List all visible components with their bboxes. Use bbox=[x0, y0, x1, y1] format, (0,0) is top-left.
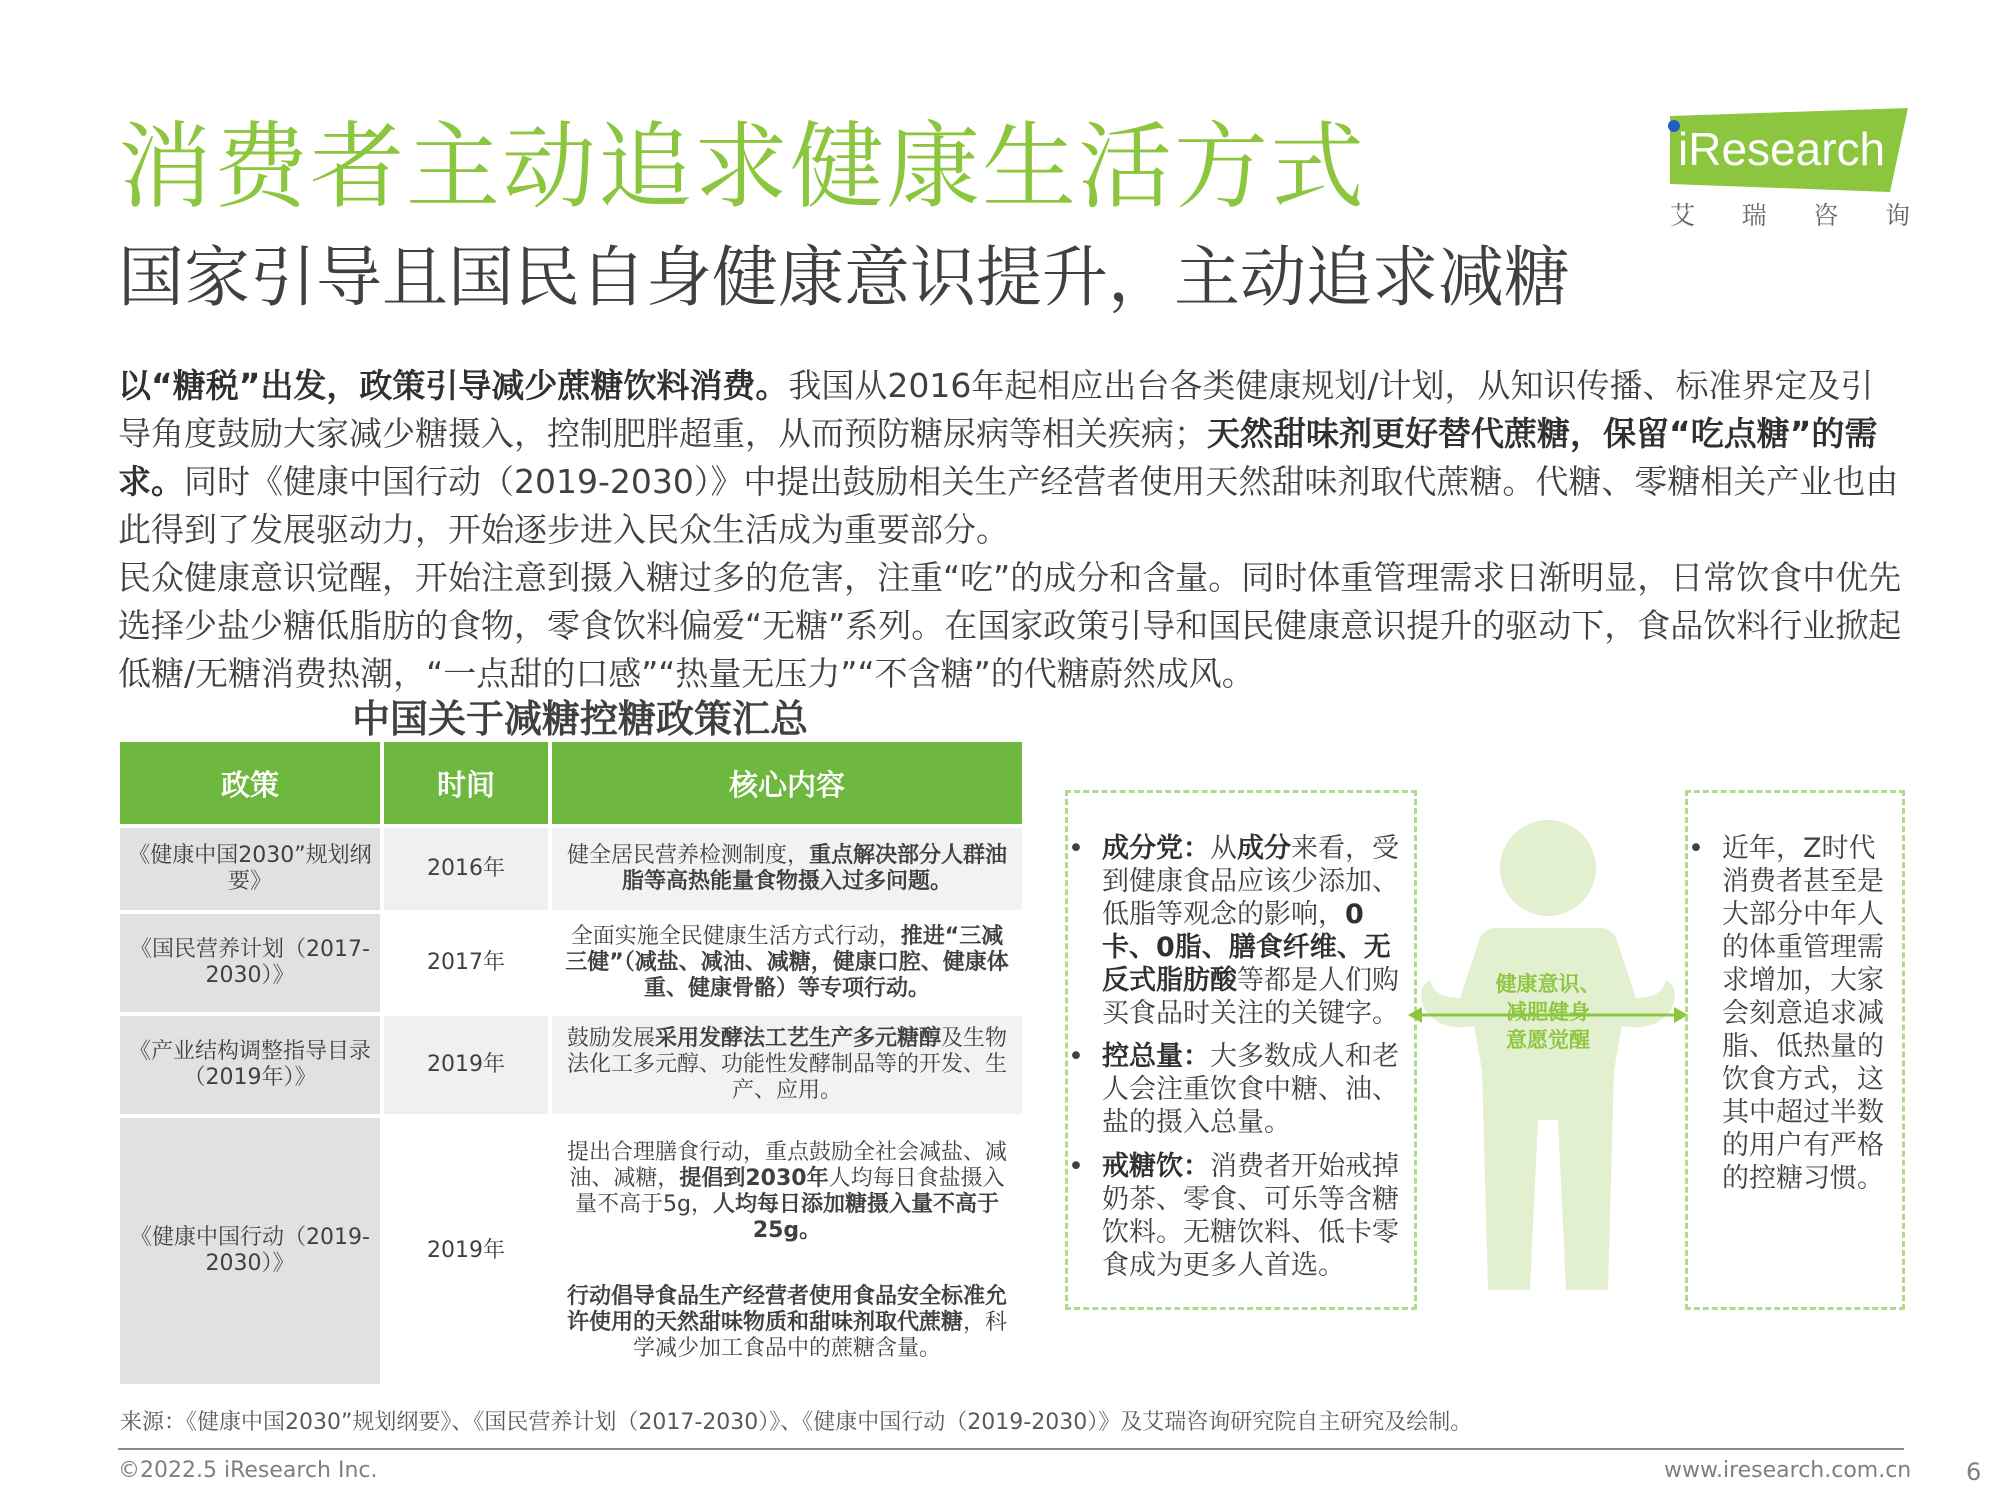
bullet-text: 大多数成人和老人会注重饮食中糖、油、盐的摄入总量。 bbox=[1102, 1041, 1399, 1138]
content-bold: 提倡到2030年 bbox=[679, 1166, 829, 1191]
content-text: 全面实施全民健康生活方式行动， bbox=[570, 924, 901, 949]
bullet-icon: • bbox=[1688, 833, 1704, 864]
year-cell: 2017年 bbox=[382, 912, 550, 1014]
bullet-text: 来看，受到健康食品应该少添加、低脂等观念的影响， bbox=[1102, 833, 1399, 930]
intro-bold-highlight: 天然甜味剂更好替代蔗糖，保留“吃点糖”的需求。 bbox=[118, 414, 1878, 501]
content-text: 人均每日食盐摄入量不高于5g， bbox=[575, 1166, 1005, 1217]
table-row bbox=[120, 1116, 1024, 1386]
iresearch-logo bbox=[1660, 104, 1910, 230]
page-number: 6 bbox=[1966, 1458, 1982, 1486]
table-row bbox=[120, 1014, 1024, 1116]
bullet-text: 等都是人们购买食品时关注的关键字。 bbox=[1102, 965, 1399, 1029]
content-cell bbox=[550, 1014, 1024, 1116]
page-title: 消费者主动追求健康生活方式 bbox=[118, 113, 1367, 222]
content-text: 及生物法化工多元醇、功能性发酵制品等的开发、生产、应用。 bbox=[566, 1026, 1008, 1103]
content-cell bbox=[550, 1116, 1024, 1386]
policy-cell: 《产业结构调整指导目录（2019年）》 bbox=[120, 1014, 382, 1116]
content-bold: 采用发酵法工艺生产多元糖醇 bbox=[654, 1026, 941, 1051]
intro-text: 我国从2016年起相应出台各类健康规划/计划，从知识传播、标准界定及引导角度鼓励大家减少糖摄入，控制肥胖超重，从而预防糖尿病等相关疾病； bbox=[118, 366, 1874, 453]
intro-paragraph-2 bbox=[118, 554, 1904, 698]
intro-text: 同时《健康中国行动（2019-2030）》中提出鼓励相关生产经营者使用天然甜味剂取代蔗糖。代糖、零糖相关产业也由此得到了发展驱动力，开始逐步进入民众生活成为重要部分。 bbox=[118, 462, 1899, 549]
policy-cell: 《国民营养计划（2017-2030）》 bbox=[120, 912, 382, 1014]
bullet-title: 成分党： bbox=[1102, 833, 1210, 864]
list-item bbox=[1068, 1150, 1412, 1282]
table-row bbox=[120, 826, 1024, 912]
bullet-bold: 0卡、0脂、膳食纤维、无反式脂肪酸 bbox=[1102, 899, 1391, 996]
figure-label-line: 减肥健身 bbox=[1506, 1000, 1590, 1024]
copyright: ©2022.5 iResearch Inc. bbox=[118, 1458, 378, 1483]
figure-label-line: 意愿觉醒 bbox=[1506, 1028, 1590, 1052]
bullet-title: 戒糖饮： bbox=[1102, 1151, 1210, 1182]
logo-char: 咨 bbox=[1813, 201, 1839, 230]
figure-label-line: 健康意识、 bbox=[1495, 972, 1601, 996]
content-bold: 重点解决部分人群油脂等高热能量食物摄入过多问题。 bbox=[621, 843, 1008, 894]
content-text: ，科学减少加工食品中的蔗糖含量。 bbox=[632, 1310, 1008, 1361]
intro-text: 民众健康意识觉醒，开始注意到摄入糖过多的危害，注重“吃”的成分和含量。同时体重管理需求日渐明显，日常饮食中优先选择少盐少糖低脂肪的食物，零食饮料偏爱“无糖”系列。在国家政策引导和国民健康意识提升的驱动下，食品饮料行业掀起低糖/无糖消费热潮，“一点甜的口感”“热量无压力”“不含糖”的代糖蔚然成风。 bbox=[118, 558, 1902, 693]
content-bold: 推进“三减三健”（减盐、减油、减糖，健康口腔、健康体重、健康骨骼）等专项行动。 bbox=[565, 924, 1009, 1001]
website-link[interactable]: www.iresearch.com.cn bbox=[1664, 1458, 1912, 1483]
bullet-text: 近年，Z时代消费者甚至是大部分中年人的体重管理需求增加，大家会刻意追求减脂、低热量的饮食方式，这其中超过半数的用户有严格的控糖习惯。 bbox=[1722, 833, 1884, 1194]
source-note: 来源：《健康中国2030”规划纲要》、《国民营养计划（2017-2030）》、《健康中国行动（2019-2030）》及艾瑞咨询研究院自主研究及绘制。 bbox=[120, 1410, 1473, 1435]
column-header-time: 时间 bbox=[382, 742, 550, 826]
policy-table bbox=[120, 742, 1026, 1388]
bullet-bold: 成分 bbox=[1237, 833, 1291, 864]
logo-char: 瑞 bbox=[1741, 201, 1767, 230]
person-figure bbox=[1408, 820, 1688, 1290]
policy-cell: 《健康中国行动（2019-2030）》 bbox=[120, 1116, 382, 1386]
year-cell: 2019年 bbox=[382, 1116, 550, 1386]
list-item bbox=[1688, 832, 1894, 1195]
content-bold: 行动倡导食品生产经营者使用食品安全标准允许使用的天然甜味物质和甜味剂取代蔗糖 bbox=[566, 1284, 1007, 1335]
figure-label bbox=[1484, 970, 1612, 1054]
year-cell: 2016年 bbox=[382, 826, 550, 912]
bullet-title: 控总量： bbox=[1102, 1041, 1210, 1072]
bullet-text: 消费者开始戒掉奶茶、零食、可乐等含糖饮料。无糖饮料、低卡零食成为更多人首选。 bbox=[1102, 1151, 1399, 1281]
table-title: 中国关于减糖控糖政策汇总 bbox=[352, 697, 809, 741]
logo-chinese-name bbox=[1670, 196, 1910, 232]
intro-bold-lead: 以“糖税”出发，政策引导减少蔗糖饮料消费。 bbox=[118, 366, 789, 405]
list-item bbox=[1068, 832, 1412, 1030]
content-cell bbox=[550, 826, 1024, 912]
bullet-icon: • bbox=[1068, 1151, 1084, 1182]
content-text: 鼓励发展 bbox=[566, 1026, 655, 1051]
content-text: 提出合理膳食行动，重点鼓励全社会减盐、减油、减糖， bbox=[566, 1140, 1007, 1191]
logo-text: iResearch bbox=[1678, 123, 1886, 175]
footer-divider bbox=[118, 1448, 1904, 1450]
logo-char: 艾 bbox=[1670, 201, 1696, 230]
bullet-icon: • bbox=[1068, 1041, 1084, 1072]
logo-char: 询 bbox=[1884, 201, 1910, 230]
table-header-row bbox=[120, 742, 1024, 826]
intro-paragraph-1 bbox=[118, 362, 1904, 554]
person-silhouette-icon bbox=[1408, 820, 1688, 1290]
bullet-text: 从 bbox=[1210, 833, 1237, 864]
year-cell: 2019年 bbox=[382, 1014, 550, 1116]
policy-cell: 《健康中国2030”规划纲要》 bbox=[120, 826, 382, 912]
list-item bbox=[1068, 1040, 1412, 1139]
column-header-policy: 政策 bbox=[120, 742, 382, 826]
content-bold: 人均每日添加糖摄入量不高于25g。 bbox=[712, 1192, 999, 1243]
table-row bbox=[120, 912, 1024, 1014]
page-subtitle: 国家引导且国民自身健康意识提升，主动追求减糖 bbox=[118, 239, 1570, 316]
bullet-icon: • bbox=[1068, 833, 1084, 864]
content-cell bbox=[550, 912, 1024, 1014]
column-header-content: 核心内容 bbox=[550, 742, 1024, 826]
content-text: 健全居民营养检测制度， bbox=[566, 843, 809, 868]
